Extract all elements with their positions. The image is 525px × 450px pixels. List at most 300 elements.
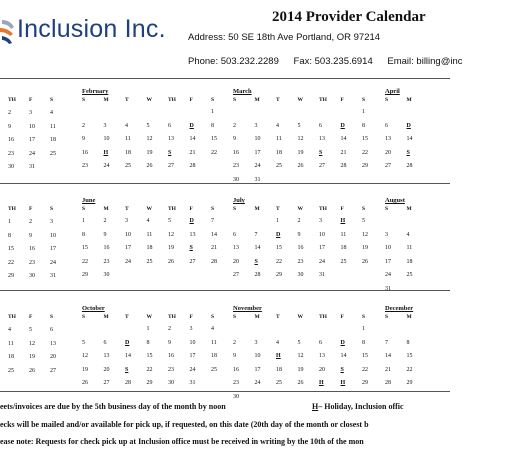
calendar-day: 28 [211,258,217,265]
calendar-day: 31 [50,273,56,279]
calendar-day: 20 [319,366,325,373]
calendar-day: 31 [385,285,391,292]
calendar-day: 19 [168,245,174,251]
calendar-day: S [340,366,344,373]
calendar-day: 25 [8,367,14,374]
weekday-header: F [189,97,193,103]
month-name: August [385,197,405,204]
calendar-day: 27 [50,367,56,374]
calendar-day: 19 [29,354,35,360]
calendar-day: 30 [29,273,35,279]
month-name: February [82,88,109,95]
weekday-header: S [211,97,215,103]
calendar-day: 18 [276,149,282,156]
calendar-day: 14 [189,136,196,142]
calendar-day: 6 [233,231,236,238]
calendar-day: 19 [82,366,88,373]
calendar-day: 25 [276,380,282,386]
page-title: 2014 Provider Calendar [272,9,426,25]
calendar-day: 6 [50,327,53,333]
calendar-day: 19 [297,149,304,156]
calendar-day: 3 [125,218,128,224]
calendar-day: 11 [406,245,413,251]
calendar-day: H [319,380,324,386]
calendar-day: 20 [385,149,391,156]
calendar-day: 5 [29,327,32,333]
calendar-day: 25 [211,366,217,373]
calendar-day: 7 [254,231,258,238]
calendar-day: 5 [146,122,150,129]
calendar-day: 12 [168,231,174,238]
calendar-day: 30 [233,393,239,400]
weekday-header: T [125,314,129,320]
footer-pickup-note: ease note: Requests for check pick up at Inclusion office must be received in writing by the 10th of the mon [0,437,364,446]
month-name: March [233,88,252,95]
calendar-day: 3 [385,231,388,238]
contact-line [188,56,475,67]
weekday-header: S [211,314,215,320]
calendar-day: 8 [82,231,85,238]
due-text: eets/invoices are due by the 5th business day of the month by noon [0,402,226,411]
calendar-day: 10 [189,339,196,346]
calendar-day: 22 [211,149,217,156]
weekday-header: S [50,314,54,320]
weekday-header: F [340,206,344,212]
weekday-header: S [362,314,366,320]
calendar-day: 2 [29,219,32,225]
weekday-header: F [29,314,33,320]
weekday-header: TH [8,206,16,212]
weekday-header: W [297,314,303,320]
calendar-day: 17 [254,366,261,373]
holiday-legend [312,402,404,411]
phone-text: Phone: 503.232.2289 [188,56,279,67]
calendar-day: S [319,149,323,156]
calendar-day: 4 [276,339,279,346]
weekday-header: S [82,206,86,212]
calendar-day: 26 [146,163,153,169]
calendar-day: 12 [297,353,304,359]
calendar-day: 9 [103,231,107,238]
calendar-day: 23 [233,380,239,386]
calendar-day: 25 [276,163,282,169]
calendar-day: 6 [103,339,107,346]
weekday-header: T [276,206,280,212]
calendar-day: S [125,366,129,373]
calendar-day: 8 [362,339,365,346]
calendar-day: 23 [297,258,304,265]
calendar-day: 27 [233,272,239,278]
calendar-day: H [276,353,281,359]
calendar-day: 9 [168,339,171,346]
calendar-day: 14 [385,353,391,359]
calendar-day: 13 [319,353,325,359]
calendar-day: 26 [168,258,174,265]
calendar-day: 12 [82,353,88,359]
calendar-day: H [340,380,346,386]
calendar-day: 20 [233,258,239,265]
calendar-day: 15 [406,353,413,359]
month-name: April [385,88,400,95]
calendar-day: 24 [189,366,196,373]
calendar-day: 28 [385,380,391,386]
calendar-day: 15 [146,353,153,359]
weekday-header: F [29,97,33,103]
weekday-header: M [103,97,109,103]
calendar-day: 19 [146,149,153,156]
calendar-day: 28 [254,272,261,278]
weekday-header: S [385,97,389,103]
weekday-header: TH [319,206,327,212]
calendar-day: 14 [211,231,217,238]
calendar-day: 6 [168,122,171,129]
calendar-day: 13 [233,245,239,251]
calendar-day: 6 [385,122,388,129]
calendar-day: H [340,218,346,224]
calendar-day: 22 [8,259,14,266]
calendar-day: 24 [50,259,56,266]
calendar-day: 21 [211,245,217,251]
calendar-day: 16 [103,245,110,251]
calendar-day: 31 [189,380,196,386]
weekday-header: TH [168,97,176,103]
weekday-header: S [233,314,237,320]
calendar-day: 23 [8,150,14,157]
calendar-day: 28 [125,380,131,386]
calendar-day: 21 [385,366,391,373]
calendar-day: 5 [82,339,85,346]
calendar-day: 13 [385,136,391,142]
weekday-header: T [276,314,280,320]
weekday-header: S [211,206,215,212]
calendar-day: D [406,122,411,129]
calendar-day: 21 [189,149,196,156]
calendar-day: 10 [29,123,35,130]
calendar-day: 18 [8,354,14,360]
calendar-day: 25 [125,163,131,169]
calendar-day: 18 [125,149,131,156]
calendar-day: 9 [233,353,236,359]
weekday-header: S [82,97,86,103]
calendar-day: 11 [8,340,14,347]
calendar-day: 1 [211,109,214,115]
calendar-day: 22 [276,258,282,265]
calendar-day: 25 [340,258,347,265]
calendar-day: 11 [211,339,217,346]
calendar-day: 18 [146,245,153,251]
calendar-day: 12 [146,136,153,142]
calendar-day: 10 [254,136,261,142]
calendar-day: 5 [168,218,171,224]
calendar-day: 1 [82,218,85,224]
calendar-day: 28 [406,163,413,169]
calendar-day: 24 [254,380,261,386]
calendar-day: D [276,231,281,238]
calendar-day: 10 [254,353,261,359]
calendar-day: 28 [189,163,196,169]
calendar-day: 4 [406,231,410,238]
calendar-day: 9 [82,136,85,142]
calendar-day: 19 [362,245,368,251]
calendar-day: 22 [82,258,88,265]
calendar-day: 11 [146,231,153,238]
calendar-day: 3 [103,122,107,129]
weekday-header: TH [168,314,176,320]
calendar-day: 23 [103,258,110,265]
calendar-day: 8 [211,122,214,129]
calendar-day: 9 [233,136,236,142]
calendar-day: 2 [233,122,236,129]
footer-check-note: ecks will be mailed and/or available for pick up, if requested, on this date (20th day of the month or closest b [0,420,369,429]
calendar-day: 5 [297,122,301,129]
calendar-day: 12 [297,136,304,142]
weekday-header: M [406,206,412,212]
calendar-day: 2 [82,122,85,129]
calendar-day: 15 [362,353,368,359]
calendar-day: 3 [254,339,258,346]
inclusion-logo-icon [0,14,18,54]
calendar-day: 4 [8,327,11,333]
calendar-day: 10 [50,232,56,239]
calendar-day: 15 [276,245,282,251]
calendar-day: 29 [406,380,413,386]
calendar-day: 4 [50,110,53,116]
calendar-day: 24 [103,163,110,169]
row-divider [0,183,450,184]
calendar-day: 8 [362,122,365,129]
month-name: November [233,305,262,312]
month-name: July [233,197,245,204]
calendar-day: 17 [254,149,261,156]
calendar-day: 14 [406,136,413,142]
calendar-day: 11 [50,123,56,130]
calendar-day: 1 [146,326,150,332]
calendar-day: 20 [103,366,110,373]
calendar-day: 30 [233,176,239,183]
weekday-header: M [254,97,260,103]
calendar-day: 1 [362,109,365,115]
calendar-day: 9 [297,231,301,238]
calendar-day: 7 [385,339,388,346]
calendar-day: 13 [103,353,110,359]
calendar-day: 27 [168,163,174,169]
calendar-day: 18 [50,137,56,143]
calendar-day: 9 [29,232,32,239]
calendar-day: 30 [8,164,14,170]
weekday-header: TH [319,314,327,320]
calendar-day: 3 [254,122,258,129]
calendar-day: 25 [50,150,56,157]
weekday-header: M [406,314,412,320]
calendar-day: 4 [146,218,150,224]
calendar-day: 9 [8,123,11,130]
calendar-day: 24 [385,272,391,278]
calendar-day: 23 [82,163,88,169]
calendar-day: 5 [297,339,301,346]
weekday-header: S [362,97,366,103]
calendar-day: 10 [103,136,110,142]
calendar-day: 11 [276,136,282,142]
calendar-day: 26 [297,163,304,169]
calendar-day: 6 [319,122,322,129]
calendar-day: 21 [340,149,347,156]
calendar-day: 25 [146,258,153,265]
calendar-day: 30 [297,272,304,278]
calendar-day: 22 [146,366,153,373]
calendar-day: 3 [319,218,322,224]
calendar-header [0,0,463,80]
calendar-day: 2 [8,110,11,116]
calendar-day: 17 [29,137,35,143]
calendar-day: 2 [168,326,171,332]
calendar-day: 27 [103,380,110,386]
calendar-day: 15 [211,136,217,142]
calendar-day: 13 [50,340,56,347]
weekday-header: M [103,314,109,320]
calendar-day: 19 [297,366,304,373]
calendar-day: 10 [319,231,325,238]
calendar-day: 4 [125,122,128,129]
calendar-day: 16 [8,137,14,143]
calendar-day: 17 [385,258,391,265]
calendar-day: 29 [8,273,14,279]
calendar-day: 15 [8,246,14,252]
calendar-day: 18 [406,258,413,265]
calendar-day: 27 [319,163,325,169]
calendar-day: 31 [319,272,325,278]
weekday-header: S [362,206,366,212]
calendar-day: 5 [362,218,365,224]
calendar-day: 17 [319,245,325,251]
calendar-day: S [189,245,193,251]
calendar-day: 18 [276,366,282,373]
address-text: Address: 50 SE 18th Ave Portland, OR 97214 [188,32,381,43]
calendar-day: 3 [29,110,32,116]
calendar-day: S [254,258,258,265]
calendar-day: 11 [125,136,131,142]
weekday-header: TH [168,206,176,212]
calendar-day: 17 [189,353,196,359]
calendar-day: 16 [82,149,88,156]
calendar-day: 13 [168,136,174,142]
calendar-day: 22 [362,149,368,156]
calendar-day: 3 [50,219,53,225]
holiday-key: H [312,402,319,411]
calendar-day: D [340,122,345,129]
calendar-day: 2 [103,218,107,224]
calendar-day: 14 [340,353,347,359]
weekday-header: S [385,314,389,320]
calendar-day: 24 [254,163,261,169]
weekday-header: T [125,206,129,212]
calendar-day: 29 [362,380,368,386]
calendar-day: 8 [146,339,150,346]
email-text: Email: billing@inc [387,56,463,67]
fax-text: Fax: 503.235.6914 [293,56,373,67]
calendar-day: 4 [211,326,214,332]
calendar-day: 2 [297,218,301,224]
calendar-day: 1 [8,219,11,225]
calendar-day: 13 [319,136,325,142]
calendar-day: D [125,339,130,346]
calendar-day: 4 [276,122,279,129]
weekday-header: F [29,206,33,212]
calendar-day: H [103,149,109,156]
calendar-day: 29 [82,272,88,278]
calendar-day: 23 [168,366,174,373]
weekday-header: T [276,97,280,103]
weekday-header: S [50,97,54,103]
weekday-header: W [297,206,303,212]
calendar-day: 27 [189,258,196,265]
row-divider [0,290,450,291]
calendar-day: 3 [189,326,193,332]
calendar-day: 12 [362,231,368,238]
calendar-day: 11 [340,231,347,238]
logo-text: Inclusion Inc. [17,15,166,43]
calendar-day: 22 [362,366,368,373]
calendar-day: 10 [385,245,391,251]
weekday-header: W [146,206,152,212]
header-divider [0,78,450,79]
calendar-day: 30 [103,272,110,278]
calendar-day: 26 [82,380,88,386]
weekday-header: TH [8,314,16,320]
calendar-day: D [340,339,345,346]
weekday-header: M [103,206,109,212]
month-name: December [385,305,414,312]
calendar-day: S [168,149,172,156]
calendar-day: 18 [211,353,217,359]
calendar-day: 12 [29,340,35,347]
calendar-day: 16 [233,149,239,156]
calendar-day: 26 [362,258,368,265]
calendar-day: 16 [168,353,174,359]
weekday-header: F [189,206,193,212]
calendar-day: 26 [29,367,35,374]
calendar-day: D [189,122,194,129]
calendar-day: 16 [297,245,304,251]
calendar-day: 1 [362,326,365,332]
calendar-day: 28 [340,163,347,169]
weekday-header: F [340,97,344,103]
month-name: June [82,197,96,204]
calendar-day: 27 [385,163,391,169]
weekday-header: T [125,97,129,103]
footer-divider [0,391,450,392]
weekday-header: W [297,97,303,103]
calendar-day: 7 [211,218,214,224]
weekday-header: S [82,314,86,320]
calendar-day: 23 [29,259,35,266]
calendar-day: 24 [125,258,131,265]
calendar-day: D [189,218,194,224]
calendar-day: 26 [297,380,304,386]
holiday-legend-text: – Holiday, Inclusion offic [318,402,404,411]
calendar-day: 8 [406,339,410,346]
calendar-day: 24 [319,258,325,265]
calendar-day: 17 [125,245,131,251]
calendar-day: 16 [233,366,239,373]
calendar-day: S [406,149,410,156]
calendar-day: 2 [233,339,236,346]
calendar-day: 22 [406,366,413,373]
calendar-day: 8 [8,232,11,239]
calendar-day: 24 [29,150,35,157]
calendar-day: 14 [340,136,347,142]
calendar-day: 10 [125,231,131,238]
weekday-header: S [385,206,389,212]
